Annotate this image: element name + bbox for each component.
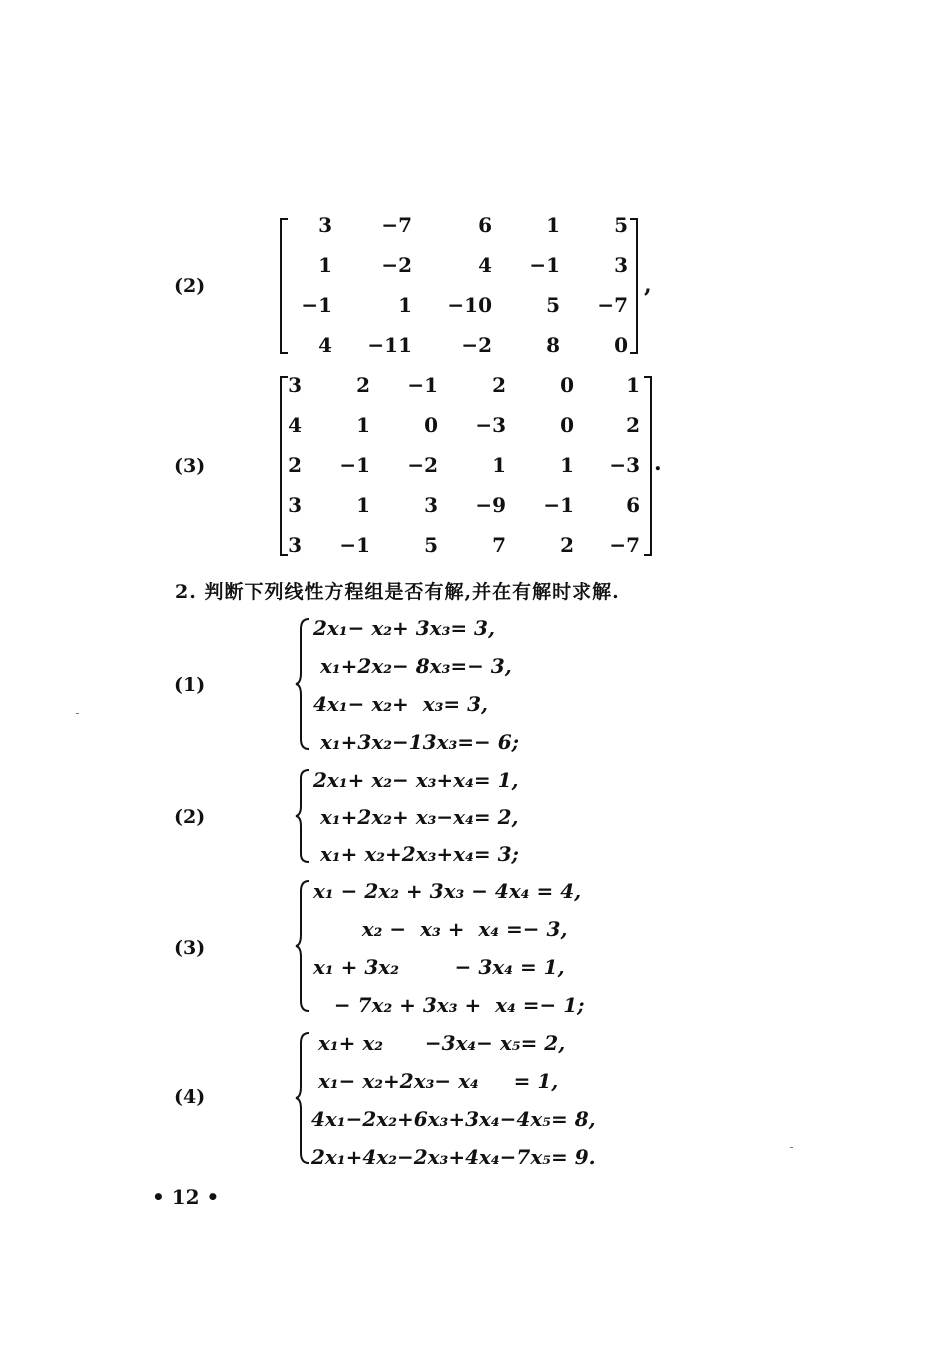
matrix-cell: −2 [461, 333, 492, 357]
matrix-cell: 7 [492, 533, 506, 557]
matrix-cell: 0 [614, 333, 628, 357]
left-brace-icon [295, 768, 311, 864]
equation: x₁+3x₂−13x₃=− 6; [313, 730, 520, 754]
matrix-cell: 3 [288, 373, 302, 397]
equation: x₁+ x₂ −3x₄− x₅= 2, [311, 1031, 566, 1055]
matrix-cell: 2 [356, 373, 370, 397]
system-2-label: (2) [174, 806, 206, 828]
matrix-2-left-bracket [280, 218, 288, 354]
matrix-2-label: (2) [174, 275, 206, 297]
left-brace-icon [295, 879, 311, 1013]
matrix-cell: 3 [288, 493, 302, 517]
equation: x₁+2x₂+ x₃−x₄= 2, [313, 805, 519, 829]
equation: x₁− x₂+2x₃− x₄ = 1, [311, 1069, 559, 1093]
equation: − 7x₂ + 3x₃ + x₄ =− 1; [313, 993, 585, 1017]
page-number: • 12 • [152, 1185, 220, 1209]
equation: 4x₁− x₂+ x₃= 3, [313, 692, 488, 716]
matrix-cell: 3 [288, 533, 302, 557]
matrix-cell: 1 [560, 453, 574, 477]
equation: 2x₁+ x₂− x₃+x₄= 1, [313, 768, 519, 792]
matrix-cell: −1 [339, 453, 370, 477]
equation: x₁ + 3x₂ − 3x₄ = 1, [313, 955, 565, 979]
matrix-cell: 3 [318, 213, 332, 237]
matrix-cell: 3 [614, 253, 628, 277]
matrix-cell: −9 [475, 493, 506, 517]
matrix-cell: 5 [614, 213, 628, 237]
section-title: 2. 判断下列线性方程组是否有解,并在有解时求解. [175, 581, 620, 603]
matrix-cell: 2 [626, 413, 640, 437]
equation: x₁ − 2x₂ + 3x₃ − 4x₄ = 4, [313, 879, 582, 903]
system-1-label: (1) [174, 674, 206, 696]
matrix-cell: 0 [560, 413, 574, 437]
matrix-cell: 1 [492, 453, 506, 477]
matrix-cell: 5 [546, 293, 560, 317]
matrix-cell: 1 [318, 253, 332, 277]
matrix-cell: 1 [356, 493, 370, 517]
system-3-label: (3) [174, 937, 206, 959]
matrix-cell: −7 [609, 533, 640, 557]
matrix-cell: −1 [529, 253, 560, 277]
equation: x₂ − x₃ + x₄ =− 3, [313, 917, 568, 941]
matrix-2 [290, 213, 630, 373]
matrix-3-right-bracket [644, 376, 652, 556]
matrix-2-punctuation: , [644, 272, 652, 298]
matrix-cell: 1 [626, 373, 640, 397]
matrix-cell: 2 [288, 453, 302, 477]
equation: x₁+ x₂+2x₃+x₄= 3; [313, 842, 519, 866]
matrix-cell: 2 [492, 373, 506, 397]
matrix-cell: 4 [318, 333, 332, 357]
matrix-cell: −2 [407, 453, 438, 477]
matrix-cell: 6 [478, 213, 492, 237]
matrix-cell: 0 [424, 413, 438, 437]
matrix-cell: 2 [560, 533, 574, 557]
matrix-cell: −3 [609, 453, 640, 477]
matrix-cell: 8 [546, 333, 560, 357]
matrix-cell: −10 [447, 293, 492, 317]
matrix-cell: 5 [424, 533, 438, 557]
matrix-cell: −7 [381, 213, 412, 237]
matrix-cell: 1 [546, 213, 560, 237]
matrix-cell: 4 [288, 413, 302, 437]
left-brace-icon [295, 1031, 311, 1165]
matrix-cell: −3 [475, 413, 506, 437]
equation: 4x₁−2x₂+6x₃+3x₄−4x₅= 8, [311, 1107, 596, 1131]
equation: 2x₁− x₂+ 3x₃= 3, [313, 616, 495, 640]
matrix-cell: −7 [597, 293, 628, 317]
matrix-3 [288, 373, 644, 573]
matrix-cell: −2 [381, 253, 412, 277]
matrix-2-right-bracket [630, 218, 638, 354]
matrix-cell: −1 [407, 373, 438, 397]
matrix-3-punctuation: . [654, 450, 662, 476]
equation: 2x₁+4x₂−2x₃+4x₄−7x₅= 9. [311, 1145, 596, 1169]
matrix-cell: 6 [626, 493, 640, 517]
matrix-3-label: (3) [174, 455, 206, 477]
matrix-cell: −11 [367, 333, 412, 357]
equation: x₁+2x₂− 8x₃=− 3, [313, 654, 512, 678]
matrix-cell: 4 [478, 253, 492, 277]
matrix-cell: 1 [398, 293, 412, 317]
scan-speck [790, 1147, 793, 1148]
matrix-cell: 3 [424, 493, 438, 517]
matrix-cell: 0 [560, 373, 574, 397]
matrix-cell: −1 [301, 293, 332, 317]
system-4-label: (4) [174, 1086, 206, 1108]
matrix-3-left-bracket [280, 376, 288, 556]
matrix-cell: 1 [356, 413, 370, 437]
matrix-cell: −1 [543, 493, 574, 517]
scan-speck [76, 713, 79, 714]
left-brace-icon [295, 617, 311, 751]
matrix-cell: −1 [339, 533, 370, 557]
